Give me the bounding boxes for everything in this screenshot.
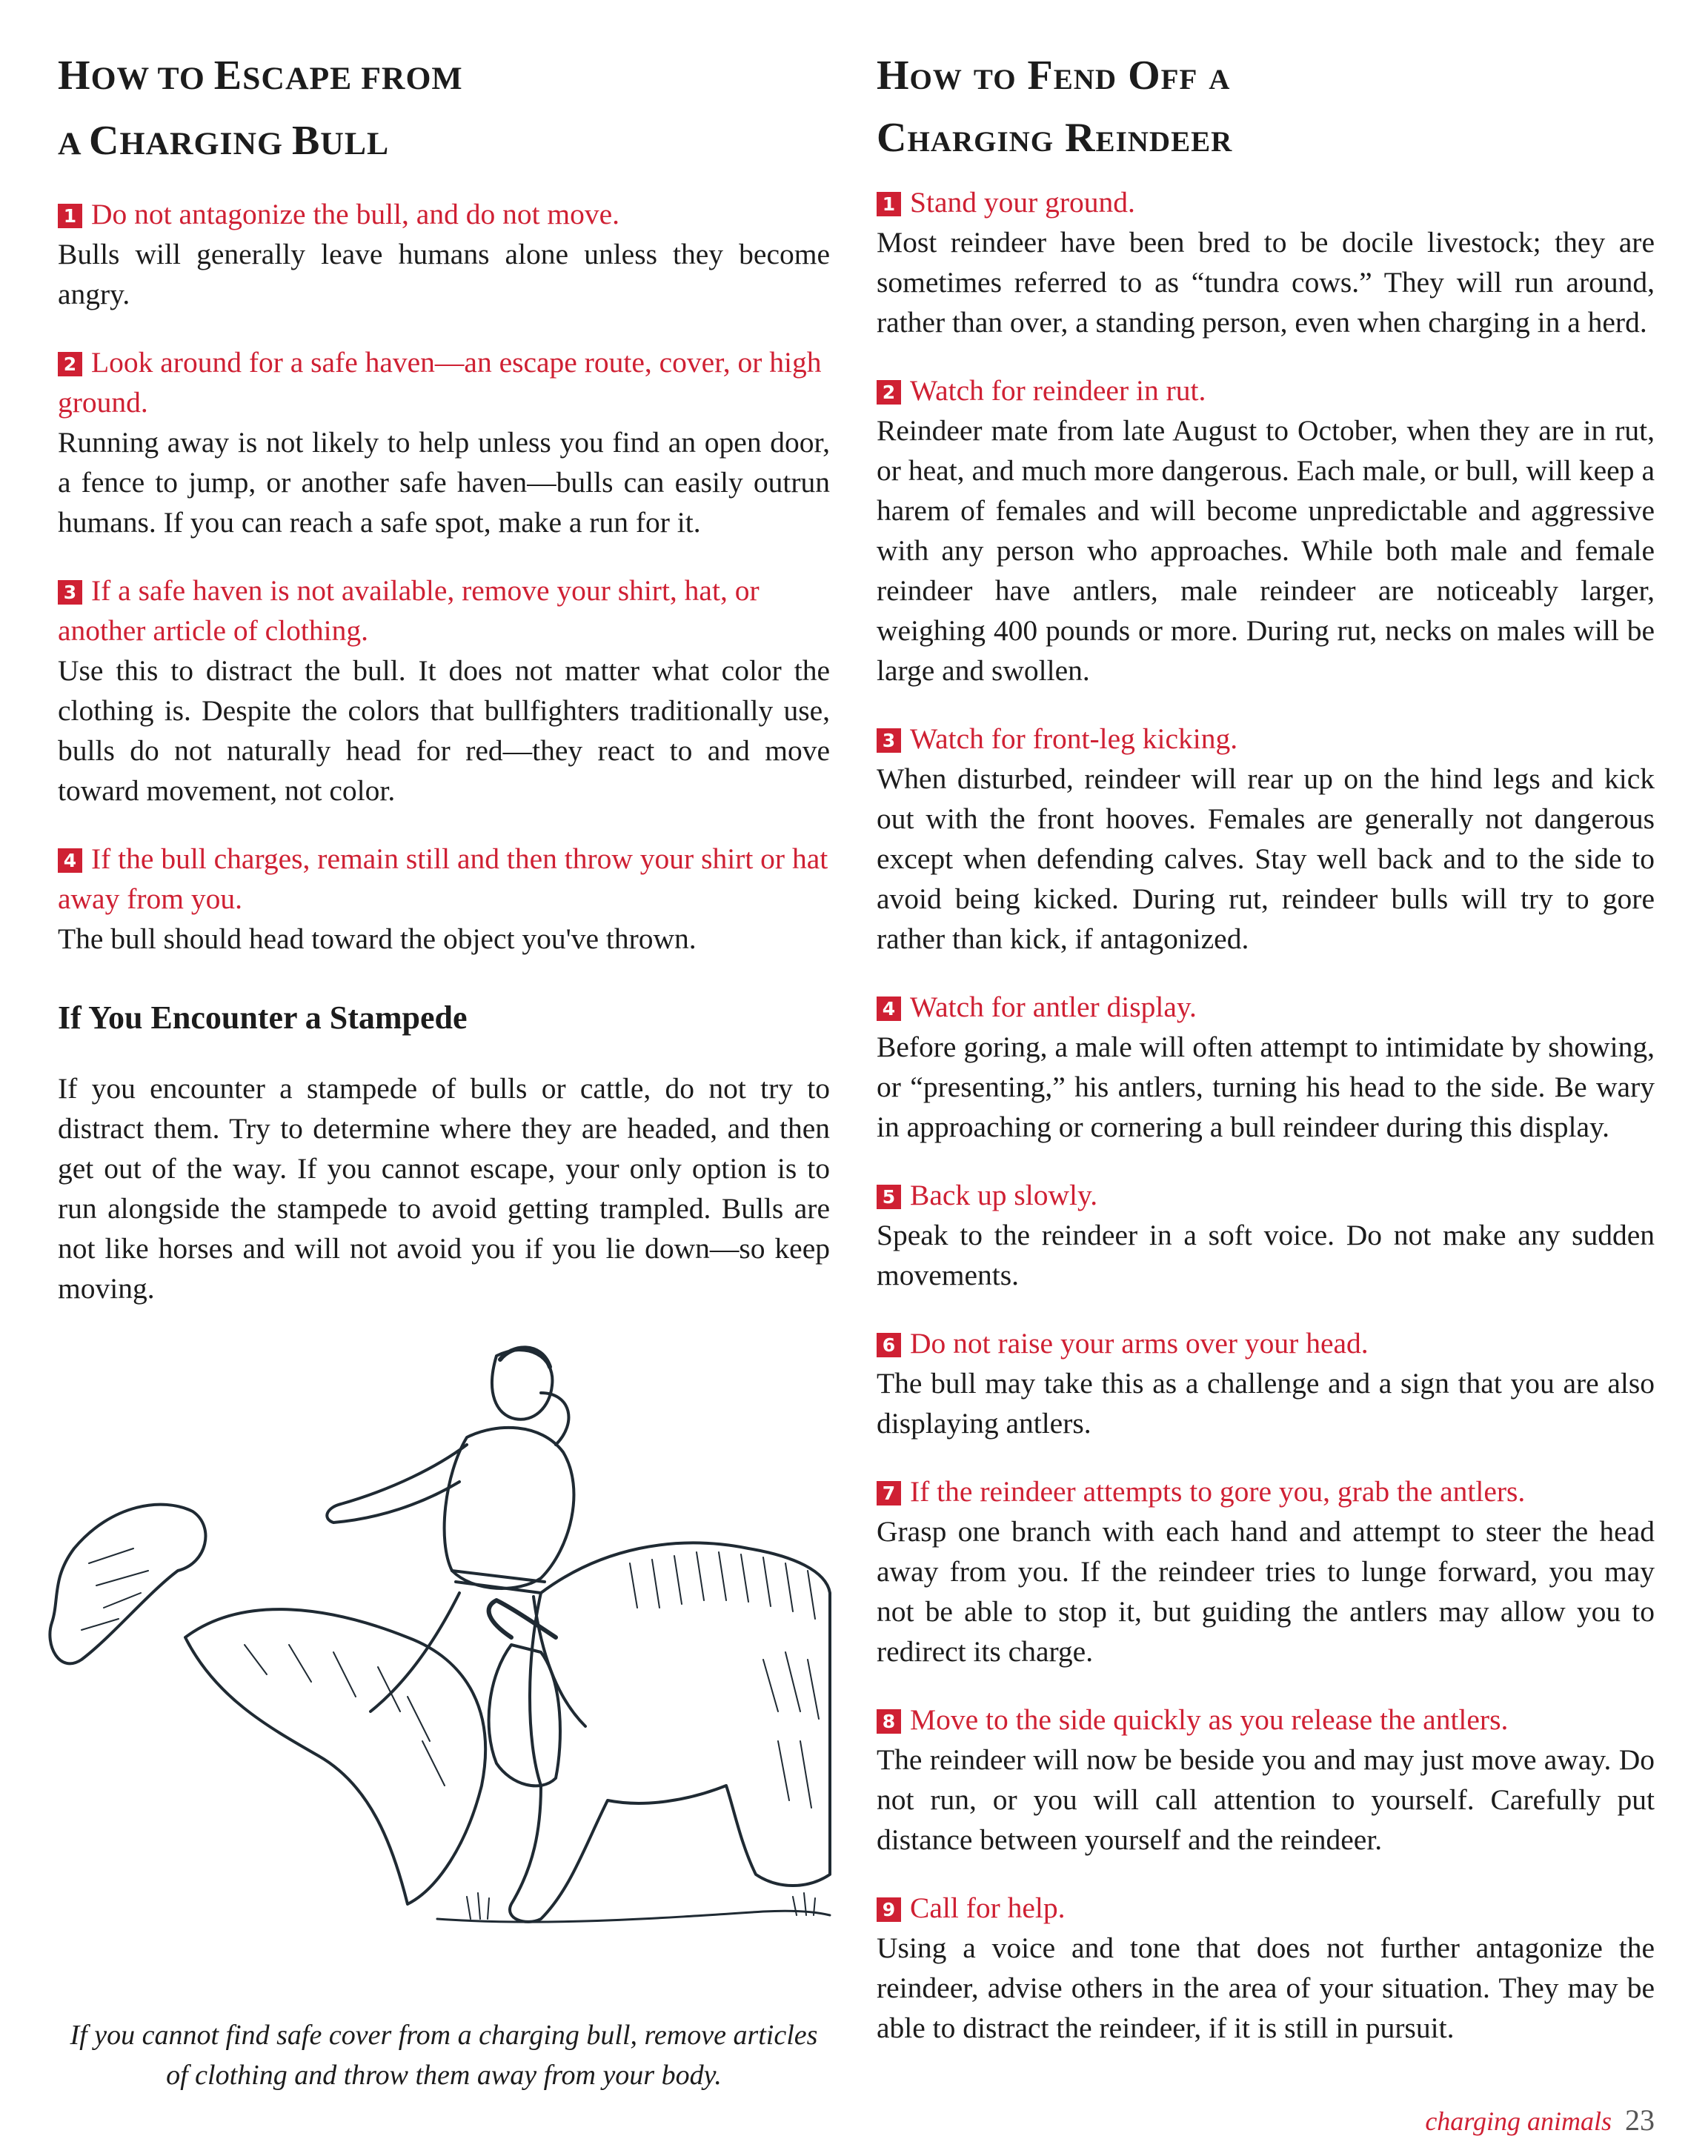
bull-illustration: [22, 1326, 834, 1978]
step-body: Reindeer mate from late August to October, when they are in rut, or heat, and much more dangerous. Each male, or bull, will keep a harem of females and will become unpredictable and aggressive with any person who approaches. While both male and female reindeer have antlers, male reindeer are noticeably larger, weighing 400 pounds or more. During rut, necks on males will be large and swollen.: [877, 414, 1655, 687]
stampede-subheading: If You Encounter a Stampede: [58, 999, 468, 1036]
reindeer-step-1: [877, 182, 1655, 342]
step-body: Grasp one branch with each hand and attempt to steer the head away from you. If the reindeer tries to lunge forward, you may not be able to stop it, but guiding the antlers may allow you to redirect its charge.: [877, 1515, 1655, 1668]
footer-section-title: charging animals: [1425, 2106, 1612, 2136]
step-heading: 1 Stand your ground.: [877, 182, 1655, 222]
step-heading: 4 Watch for antler display.: [877, 987, 1655, 1027]
step-number-badge: 6: [877, 1333, 901, 1357]
stampede-paragraph: If you encounter a stampede of bulls or cattle, do not try to distract them. Try to determine where they are headed, and then get out of the way. If you cannot escape, your only option is to run alongside the stampede to avoid getting trampled. Bulls are not like horses and will not avoid you if you lie down—so keep moving.: [58, 1072, 830, 1305]
reindeer-step-3: [877, 719, 1655, 959]
step-number-badge: 3: [58, 580, 82, 605]
page-footer: [1425, 2103, 1655, 2137]
bull-step-3: [58, 570, 830, 811]
step-number-badge: 3: [877, 728, 901, 753]
step-heading: 3 Watch for front-leg kicking.: [877, 719, 1655, 759]
step-body: Bulls will generally leave humans alone unless they become angry.: [58, 238, 830, 310]
step-body: Before goring, a male will often attempt to intimidate by showing, or “presenting,” his antlers, turning his head to the side. Be wary in approaching or cornering a bull reindeer during this display.: [877, 1031, 1655, 1143]
reindeer-step-9: [877, 1888, 1655, 2048]
bull-step-1: [58, 194, 830, 314]
step-body: Most reindeer have been bred to be docile livestock; they are sometimes referred to as “tundra cows.” They will run around, rather than over, a standing person, even when charging in a herd.: [877, 226, 1655, 339]
step-body: The bull may take this as a challenge and a sign that you are also displaying antlers.: [877, 1367, 1655, 1440]
step-heading: 4 If the bull charges, remain still and then throw your shirt or hat away from you.: [58, 842, 828, 915]
step-number-badge: 4: [877, 997, 901, 1021]
step-body: Running away is not likely to help unless you find an open door, a fence to jump, or another safe haven—bulls can easily outrun humans. If you can reach a safe spot, make a run for it.: [58, 426, 830, 539]
step-body: The reindeer will now be beside you and may just move away. Do not run, or you will call attention to yourself. Carefully put distance between yourself and the reindeer.: [877, 1743, 1655, 1856]
step-number-badge: 8: [877, 1709, 901, 1734]
step-body: The bull should head toward the object you've thrown.: [58, 922, 697, 955]
reindeer-step-5: [877, 1175, 1655, 1295]
step-heading: 6 Do not raise your arms over your head.: [877, 1323, 1655, 1363]
step-number-badge: 9: [877, 1897, 901, 1922]
bull-horn: [489, 1600, 556, 1637]
reindeer-step-8: [877, 1700, 1655, 1860]
step-heading: 7 If the reindeer attempts to gore you, grab the antlers.: [877, 1471, 1655, 1511]
step-heading: 9 Call for help.: [877, 1888, 1655, 1928]
step-heading: 8 Move to the side quickly as you release the antlers.: [877, 1700, 1655, 1740]
right-column: [877, 44, 1655, 2048]
step-number-badge: 7: [877, 1481, 901, 1505]
step-heading: 2 Look around for a safe haven—an escape route, cover, or high ground.: [58, 346, 822, 419]
step-body: When disturbed, reindeer will rear up on the hind legs and kick out with the front hooves. Females are generally not dangerous except when defending calves. Stay well back and to the side to avoid being kicked. During rut, reindeer bulls will try to gore rather than kick, if antagonized.: [877, 762, 1655, 955]
left-column: [58, 44, 830, 1308]
red-cloth: [185, 1609, 485, 1904]
step-body: Use this to distract the bull. It does not matter what color the clothing is. Despite the colors that bullfighters traditionally use, bulls do not naturally head for red—they react to and move toward movement, not color.: [58, 654, 830, 807]
step-heading: 1 Do not antagonize the bull, and do not move.: [58, 194, 830, 234]
step-number-badge: 2: [877, 380, 901, 405]
step-number-badge: 2: [58, 352, 82, 376]
step-heading: 5 Back up slowly.: [877, 1175, 1655, 1215]
step-body: Using a voice and tone that does not further antagonize the reindeer, advise others in the area of your situation. They may be able to distract the reindeer, if it is still in pursuit.: [877, 1932, 1655, 2044]
ground: [437, 1911, 830, 1922]
illustration-caption: If you cannot find safe cover from a charging bull, remove articles of clothing and throw them away from your body.: [70, 2020, 818, 2091]
step-number-badge: 1: [58, 204, 82, 228]
thrown-jacket: [50, 1505, 205, 1664]
step-body: Speak to the reindeer in a soft voice. Do not make any sudden movements.: [877, 1219, 1655, 1291]
reindeer-step-2: [877, 370, 1655, 691]
right-title: How to Fend Off a Charging Reindeer: [877, 53, 1233, 161]
step-heading: 3 If a safe haven is not available, remove your shirt, hat, or another article of clothing.: [58, 574, 760, 647]
bull-body: [510, 1543, 830, 1922]
step-number-badge: 5: [877, 1185, 901, 1209]
page-number: 23: [1625, 2103, 1655, 2137]
reindeer-step-6: [877, 1323, 1655, 1443]
man-torso: [445, 1428, 574, 1588]
bull-step-4: [58, 839, 830, 959]
step-number-badge: 1: [877, 192, 901, 216]
bull-step-2: [58, 342, 830, 542]
reindeer-step-4: [877, 987, 1655, 1147]
step-number-badge: 4: [58, 848, 82, 873]
step-heading: 2 Watch for reindeer in rut.: [877, 370, 1655, 410]
reindeer-step-7: [877, 1471, 1655, 1671]
bull-head: [489, 1645, 560, 1786]
left-title: HOW TO ESCAPE FROM A CHARGING BULL: [58, 53, 463, 164]
